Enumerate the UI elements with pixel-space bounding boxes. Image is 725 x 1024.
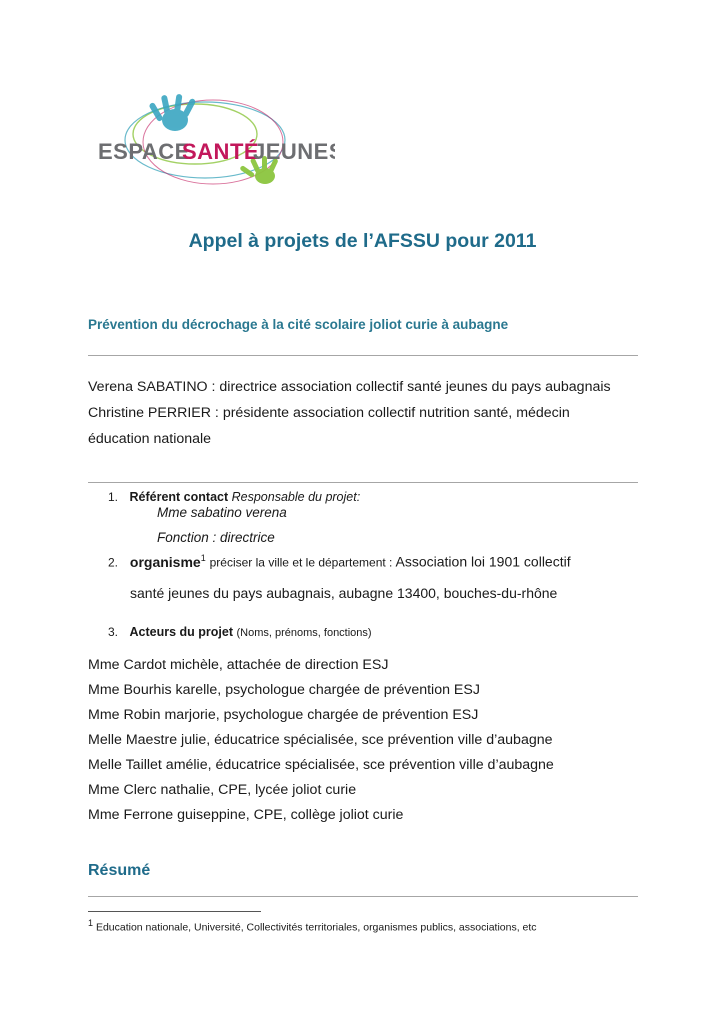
referent-fonction: Fonction : directrice xyxy=(157,530,275,545)
item-hint: préciser la ville et le département : xyxy=(209,555,393,570)
actor-line: Mme Ferrone guiseppine, CPE, collège joliot curie xyxy=(88,807,404,823)
document-title: Appel à projets de l’AFSSU pour 2011 xyxy=(188,230,537,252)
footnote-separator xyxy=(88,911,261,912)
item-label: Acteurs du projet xyxy=(129,625,233,639)
item-label: Référent contact xyxy=(129,490,229,504)
espace-sante-jeunes-logo xyxy=(95,92,335,197)
referent-name: Mme sabatino verena xyxy=(157,505,287,520)
actor-line: Melle Maestre julie, éducatrice spécialisée, sce prévention ville d’aubagne xyxy=(88,732,553,748)
footnote-text: Education nationale, Université, Collectivités territoriales, organismes publics, associations, etc xyxy=(95,921,537,934)
intro-line: Verena SABATINO : directrice association collectif santé jeunes du pays aubagnais xyxy=(88,379,611,395)
project-subtitle: Prévention du décrochage à la cité scolaire joliot curie à aubagne xyxy=(88,317,509,332)
item-number: 3. xyxy=(108,625,119,639)
actor-line: Mme Robin marjorie, psychologue chargée de prévention ESJ xyxy=(88,707,479,723)
actor-line: Mme Bourhis karelle, psychologue chargée de prévention ESJ xyxy=(88,682,480,698)
item-acteurs xyxy=(108,625,372,639)
intro-line: Christine PERRIER : présidente association collectif nutrition santé, médecin xyxy=(88,405,570,421)
organisme-value-cont: santé jeunes du pays aubagnais, aubagne 13400, bouches-du-rhône xyxy=(130,585,558,601)
actor-line: Mme Clerc nathalie, CPE, lycée joliot curie xyxy=(88,782,357,798)
divider xyxy=(88,482,638,483)
item-label: organisme xyxy=(129,553,201,570)
intro-line: éducation nationale xyxy=(88,431,212,447)
logo-word-espace: ESPACE xyxy=(98,139,190,164)
logo-word-jeunes: JEUNES xyxy=(253,139,335,164)
footnote-ref: 1 xyxy=(200,553,206,563)
logo-word-sante: SANTÉ xyxy=(182,139,260,164)
divider xyxy=(88,896,638,897)
item-hint: Responsable du projet: xyxy=(231,490,361,504)
item-number: 1. xyxy=(108,490,119,504)
actor-line: Mme Cardot michèle, attachée de direction ESJ xyxy=(88,657,389,673)
item-organisme xyxy=(108,553,571,570)
organisme-value: Association loi 1901 collectif xyxy=(395,553,571,570)
item-hint: (Noms, prénoms, fonctions) xyxy=(236,627,372,639)
hands-logo-icon xyxy=(95,92,335,197)
footnote xyxy=(88,918,537,934)
footnote-mark: 1 xyxy=(88,918,94,928)
actor-line: Melle Taillet amélie, éducatrice spécialisée, sce prévention ville d’aubagne xyxy=(88,757,554,773)
item-number: 2. xyxy=(108,555,119,570)
resume-heading: Résumé xyxy=(88,862,151,879)
divider xyxy=(88,355,638,356)
item-referent-contact xyxy=(108,490,360,504)
